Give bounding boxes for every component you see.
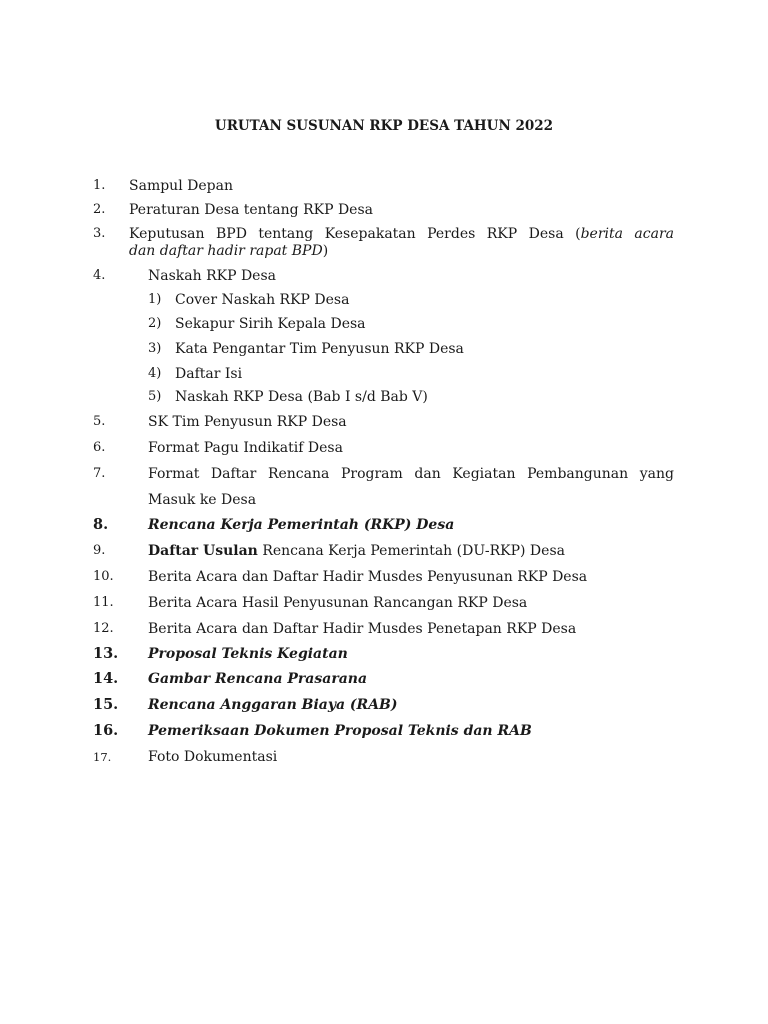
item-text: Berita Acara Hasil Penyusunan Rancangan RKP Desa: [148, 595, 528, 611]
item-number: 3.: [93, 226, 106, 241]
item-number: 1.: [93, 178, 106, 193]
item-text: Berita Acara dan Daftar Hadir Musdes Penyusunan RKP Desa: [148, 569, 588, 585]
sub-item-number: 2): [148, 316, 162, 331]
sub-item-text: Sekapur Sirih Kepala Desa: [175, 316, 366, 332]
item-number: 11.: [93, 595, 114, 610]
item-number: 16.: [93, 722, 119, 739]
document-title: URUTAN SUSUNAN RKP DESA TAHUN 2022: [214, 118, 554, 134]
item-number: 10.: [93, 569, 114, 584]
item-number: 13.: [93, 645, 119, 662]
item-number: 5.: [93, 414, 106, 429]
item-number: 2.: [93, 202, 106, 217]
item-text-line-2: Masuk ke Desa: [148, 492, 257, 508]
item-number: 4.: [93, 268, 106, 283]
sub-item-text: Cover Naskah RKP Desa: [175, 292, 350, 308]
item-text: Rencana Anggaran Biaya (RAB): [148, 697, 398, 713]
sub-item-number: 3): [148, 341, 162, 356]
item-number: 9.: [93, 543, 106, 558]
item-text-line-1: Format Daftar Rencana Program dan Kegiatan Pembangunan yang: [148, 466, 674, 482]
sub-item-text: Daftar Isi: [175, 366, 243, 382]
item-text: Gambar Rencana Prasarana: [148, 671, 368, 687]
sub-item-text: Naskah RKP Desa (Bab I s/d Bab V): [175, 389, 428, 405]
item-text: Sampul Depan: [129, 178, 233, 194]
item-text: Rencana Kerja Pemerintah (RKP) Desa: [148, 517, 455, 533]
item-text: Foto Dokumentasi: [148, 749, 278, 765]
item-text: Peraturan Desa tentang RKP Desa: [129, 202, 373, 218]
item-text: Daftar Usulan Rencana Kerja Pemerintah (DU-RKP) Desa: [148, 543, 565, 559]
sub-item-text: Kata Pengantar Tim Penyusun RKP Desa: [175, 341, 464, 357]
item-number: 7.: [93, 466, 106, 481]
item-text-line-2: dan daftar hadir rapat BPD): [129, 243, 329, 259]
item-text: Naskah RKP Desa: [148, 268, 276, 284]
sub-item-number: 4): [148, 366, 162, 381]
item-number: 17.: [93, 750, 112, 764]
item-number: 14.: [93, 670, 119, 687]
item-text: SK Tim Penyusun RKP Desa: [148, 414, 347, 430]
item-text: Proposal Teknis Kegiatan: [148, 646, 348, 662]
item-number: 8.: [93, 516, 109, 533]
item-number: 6.: [93, 440, 106, 455]
item-number: 12.: [93, 621, 114, 636]
sub-item-number: 1): [148, 292, 162, 307]
item-text: Format Pagu Indikatif Desa: [148, 440, 343, 456]
item-text: Pemeriksaan Dokumen Proposal Teknis dan RAB: [148, 723, 532, 739]
item-text: Berita Acara dan Daftar Hadir Musdes Penetapan RKP Desa: [148, 621, 577, 637]
item-number: 15.: [93, 696, 119, 713]
sub-item-number: 5): [148, 389, 162, 404]
item-text-line-1: Keputusan BPD tentang Kesepakatan Perdes RKP Desa (berita acara: [129, 226, 674, 242]
